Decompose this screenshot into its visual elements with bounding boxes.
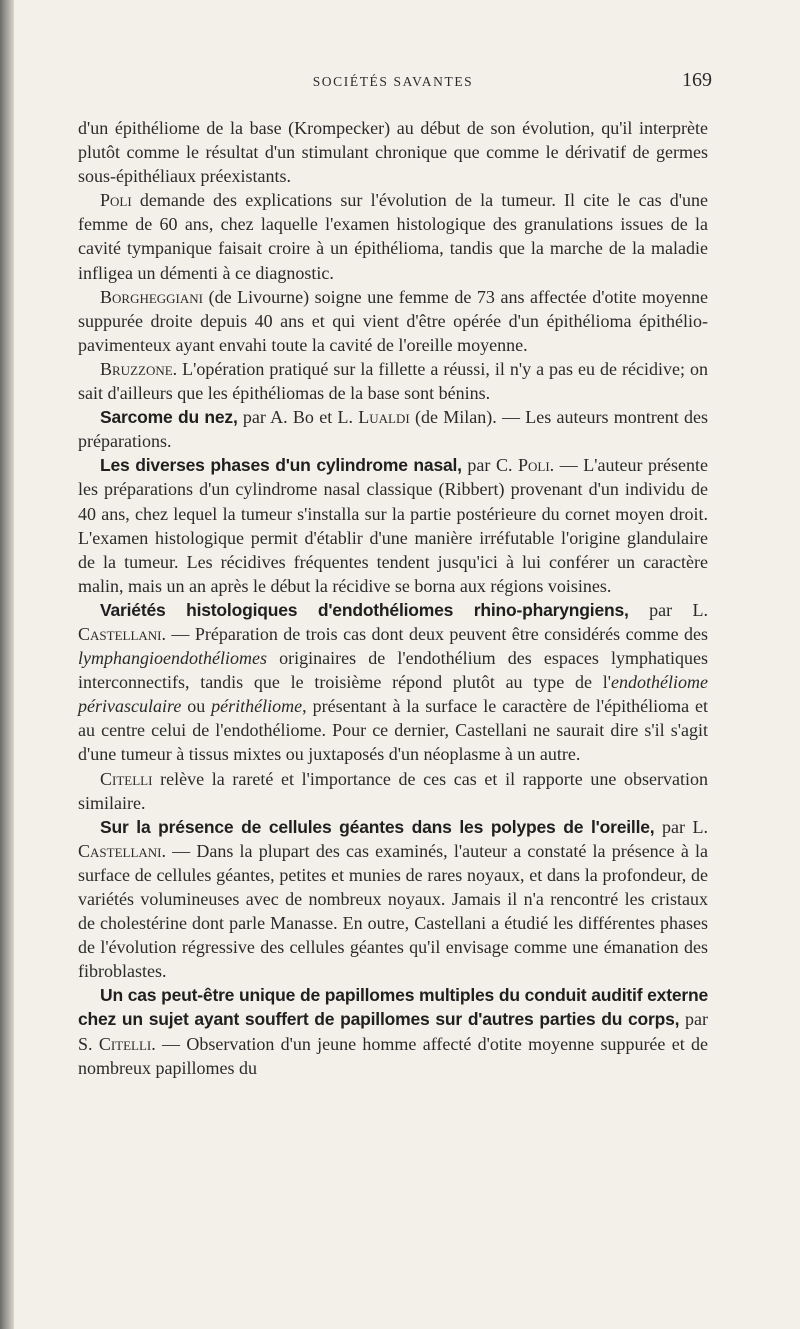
speaker-name: Borgheggiani (100, 286, 203, 307)
paragraph-8 (78, 767, 708, 815)
author-name: Lualdi (358, 407, 410, 428)
paragraph-1 (78, 116, 708, 188)
paragraph-5 (78, 405, 708, 453)
paragraph-4 (78, 357, 708, 405)
paragraph-text: d'un épithéliome de la base (Krompecker) au début de son évolution, qu'il interprète plutôt comme le résultat d'un stimulant chronique que comme le dérivatif de germes sous-épithéliaux préexistants. (78, 118, 708, 187)
paragraph-text: demande des explications sur l'évolution de la tumeur. Il cite le cas d'une femme de 60 ans, chez laquelle l'examen histologique des granulations issues de la cavité tympanique faisait croire à un épithélioma, tandis que la marche de la maladie infligea un démenti à ce diagnostic. (78, 190, 708, 283)
section-heading: Variétés histologiques d'endothéliomes rhino-pharyngiens, (100, 599, 629, 620)
author-name: Poli (518, 455, 550, 476)
paragraph-text: ou (181, 696, 212, 717)
section-heading: Les diverses phases d'un cylindrome nasal, (100, 455, 462, 476)
section-heading: Sarcome du nez, (100, 407, 238, 428)
paragraph-7 (78, 598, 708, 767)
paragraph-text: . — Dans la plupart des cas examinés, l'auteur a constaté la présence à la surface de cellules géantes, petites et munies de rares noyaux, et dans la profondeur, de variétés volumineuses avec de nombreux noyaux. Jamais il n'a rencontré les cristaux de cholestérine dont parle Manasse. En outre, Castellani a étudié les différentes phases de l'évolution régressive des cellules géantes qu'il envisage comme une émanation des fibroblastes. (78, 840, 708, 982)
paragraph-text: (de Livourne) soigne une femme de 73 ans affectée d'otite moyenne suppurée droite depuis 40 ans et qui vient d'être opérée d'un épithélioma épithélio-pavimenteux ayant envahi toute la cavité de l'oreille moyenne. (78, 286, 708, 355)
paragraph-text: . — L'auteur présente les préparations d'un cylindrome nasal classique (Ribbert) provenant d'un individu de 40 ans, chez lequel la tumeur s'installa sur la partie postérieure du cornet moyen droit. L'examen histologique permit d'établir d'une manière irréfutable l'origine glandulaire de la tumeur. Les récidives fréquentes tendent jusqu'ici à lui conférer un caractère malin, mais un an après le début la récidive se borna aux régions voisines. (78, 455, 708, 596)
speaker-name: Bruzzone (100, 358, 173, 379)
section-heading: Sur la présence de cellules géantes dans les polypes de l'oreille, (100, 816, 655, 837)
paragraph-text: . L'opération pratiqué sur la fillette a réussi, il n'y a pas eu de récidive; on sait d'ailleurs que les épithéliomas de la base sont bénins. (78, 358, 708, 404)
author-name: Citelli (98, 1033, 152, 1054)
italic-term: lymphangioendothéliomes (78, 648, 267, 669)
speaker-name: Poli (100, 190, 132, 211)
author-name: Castellani (78, 840, 162, 861)
paragraph-text: relève la rareté et l'importance de ces cas et il rapporte une observation similaire. (78, 768, 708, 813)
book-spine-edge (0, 0, 14, 1329)
byline: par L. (654, 816, 709, 837)
paragraph-text: originaires de l'endothélium des espaces lymphatiques interconnectifs, tandis que le troisième répond plutôt au type de l' (78, 648, 708, 693)
body-text (78, 116, 708, 1080)
paragraph-2 (78, 188, 708, 284)
section-heading: Un cas peut-être unique de papillomes multiples du conduit auditif externe chez un sujet ayant souffert de papillomes sur d'autres parties du corps, (78, 985, 708, 1030)
paragraph-text: , présentant à la surface le caractère de l'épithélioma et au centre celui de l'endothéliome. Pour ce dernier, Castellani ne saurait dire s'il s'agit d'une tumeur à tissus mixtes ou juxtaposés d'un néoplasme à un autre. (78, 696, 708, 765)
paragraph-3 (78, 285, 708, 357)
byline: par S. (78, 1009, 708, 1054)
byline: par L. (628, 599, 708, 620)
page-header (78, 64, 712, 104)
paragraph-6 (78, 453, 708, 598)
paragraph-text: (de Milan). — Les auteurs montrent des préparations. (78, 407, 709, 452)
paragraph-text: . — Observation d'un jeune homme affecté d'otite moyenne suppurée et de nombreux papillomes du (78, 1033, 708, 1078)
italic-term: endothéliome périvasculaire (78, 672, 708, 717)
running-title: SOCIÉTÉS SAVANTES (312, 74, 474, 89)
byline: par C. (461, 455, 518, 476)
page-number: 169 (682, 69, 712, 91)
author-name: Castellani (78, 623, 162, 644)
byline: par A. Bo et L. (237, 407, 359, 428)
paragraph-text: . — Préparation de trois cas dont deux peuvent être considérés comme des (161, 623, 708, 644)
speaker-name: Citelli (100, 768, 153, 789)
paragraph-9 (78, 815, 708, 984)
italic-term: périthéliome (211, 696, 303, 717)
paragraph-10 (78, 983, 708, 1079)
page (78, 64, 712, 1080)
